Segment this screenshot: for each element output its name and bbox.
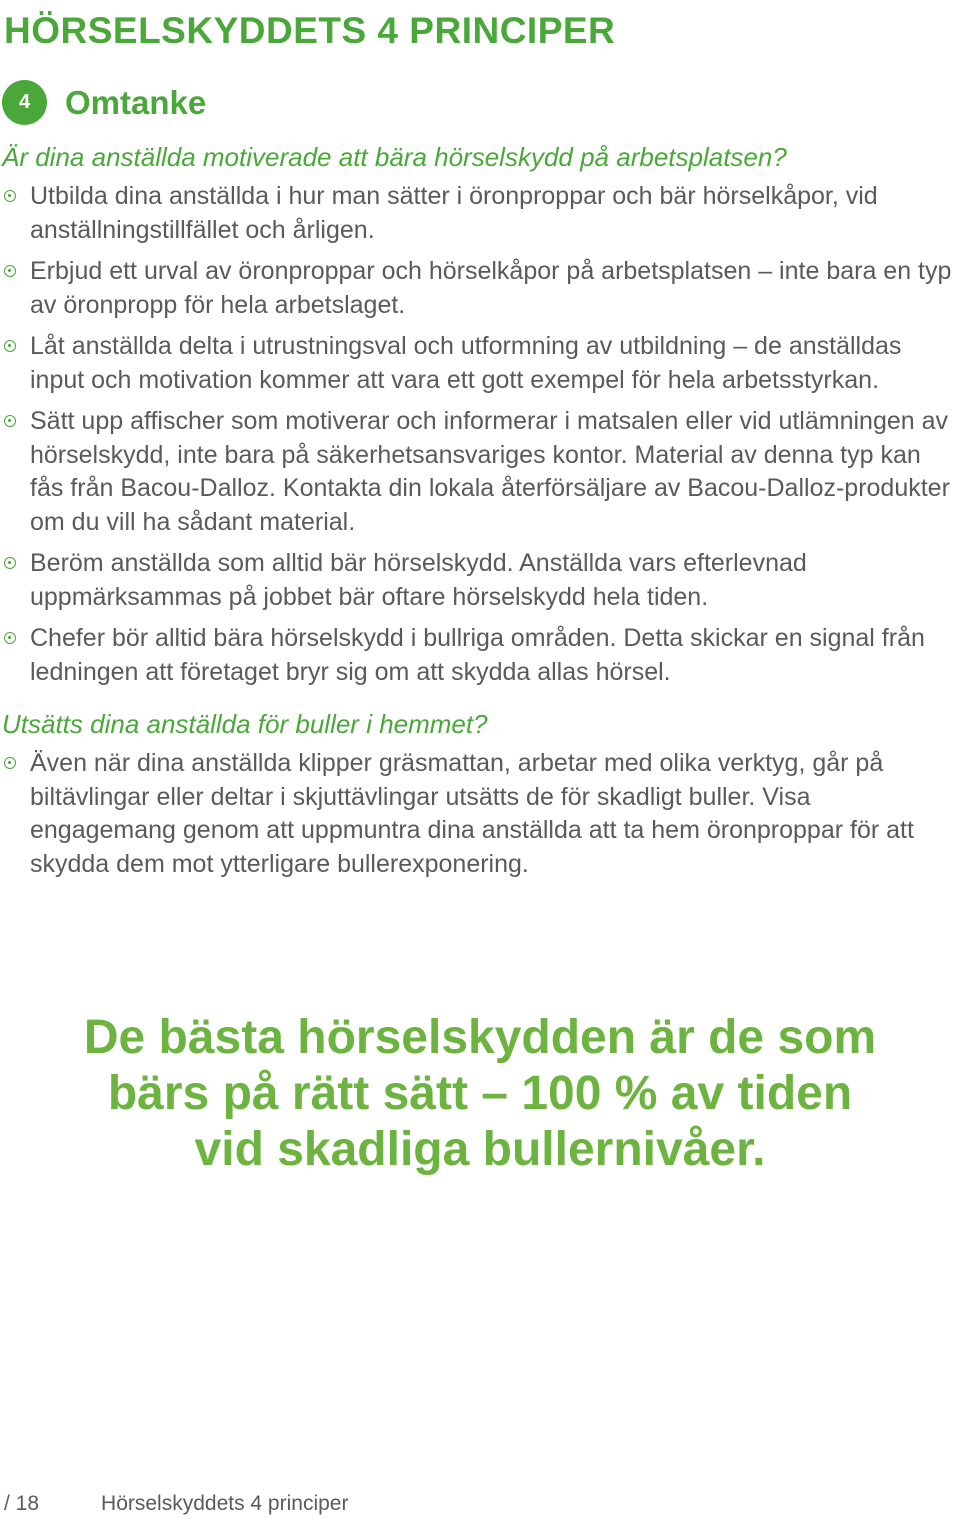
list-item bbox=[2, 255, 958, 322]
circle-dot-icon bbox=[4, 190, 16, 202]
circle-dot-icon bbox=[4, 340, 16, 352]
list-item bbox=[2, 330, 958, 397]
section-number-badge: 4 bbox=[2, 80, 47, 125]
circle-dot-icon bbox=[4, 265, 16, 277]
list-item-text: Även när dina anställda klipper gräsmattan, arbetar med olika verktyg, går på biltävlingar eller deltar i skjuttävlingar utsätts de för skadligt buller. Visa engagemang genom att uppmuntra dina anställda att ta hem öronproppar för att skydda dem mot ytterligare bullerexponering. bbox=[30, 749, 914, 878]
list-item-text: Erbjud ett urval av öronproppar och hörselkåpor på arbetsplatsen – inte bara en typ av öronpropp för hela arbetslaget. bbox=[30, 257, 952, 319]
page-title: HÖRSELSKYDDETS 4 PRINCIPER bbox=[4, 10, 616, 51]
circle-dot-icon bbox=[4, 632, 16, 644]
list-item-text: Sätt upp affischer som motiverar och informerar i matsalen eller vid utlämningen av hörselskydd, inte bara på säkerhetsansvariges kontor. Material av denna typ kan fås från Bacou-Dalloz. Kontakta din lokala återförsäljare av Bacou-Dalloz-produkter om du vill ha sådant material. bbox=[30, 407, 950, 536]
question-home-noise: Utsätts dina anställda för buller i hemmet? bbox=[2, 709, 488, 739]
circle-dot-icon bbox=[4, 557, 16, 569]
list-item-text: Chefer bör alltid bära hörselskydd i bullriga områden. Detta skickar en signal från ledningen att företaget bryr sig om att skydda allas hörsel. bbox=[30, 624, 925, 686]
bullet-list-home-noise bbox=[2, 747, 958, 881]
list-item-text: Låt anställda delta i utrustningsval och utformning av utbildning – de anställdas input och motivation kommer att vara ett gott exempel för hela arbetsstyrkan. bbox=[30, 332, 902, 394]
main-content bbox=[2, 140, 958, 889]
circle-dot-icon bbox=[4, 415, 16, 427]
list-item bbox=[2, 747, 958, 881]
section-heading bbox=[2, 80, 206, 125]
tagline bbox=[0, 1010, 960, 1178]
document-name: Hörselskyddets 4 principer bbox=[101, 1492, 349, 1515]
question-motivation: Är dina anställda motiverade att bära hörselskydd på arbetsplatsen? bbox=[2, 142, 787, 172]
circle-dot-icon bbox=[4, 757, 16, 769]
list-item-text: Utbilda dina anställda i hur man sätter i öronproppar och bär hörselkåpor, vid anställningstillfället och årligen. bbox=[30, 182, 878, 244]
bullet-list-motivation bbox=[2, 180, 958, 689]
list-item-text: Beröm anställda som alltid bär hörselskydd. Anställda vars efterlevnad uppmärksammas på jobbet bär oftare hörselskydd hela tiden. bbox=[30, 549, 807, 611]
list-item bbox=[2, 405, 958, 539]
tagline-line-1: De bästa hörselskydden är de som bbox=[83, 1011, 877, 1064]
tagline-line-2: bärs på rätt sätt – 100 % av tiden bbox=[107, 1067, 853, 1120]
page-footer bbox=[4, 1492, 348, 1516]
list-item bbox=[2, 622, 958, 689]
section-title: Omtanke bbox=[65, 83, 207, 121]
tagline-line-3: vid skadliga bullernivåer. bbox=[194, 1123, 766, 1176]
list-item bbox=[2, 180, 958, 247]
list-item bbox=[2, 547, 958, 614]
page-number: / 18 bbox=[4, 1492, 40, 1515]
